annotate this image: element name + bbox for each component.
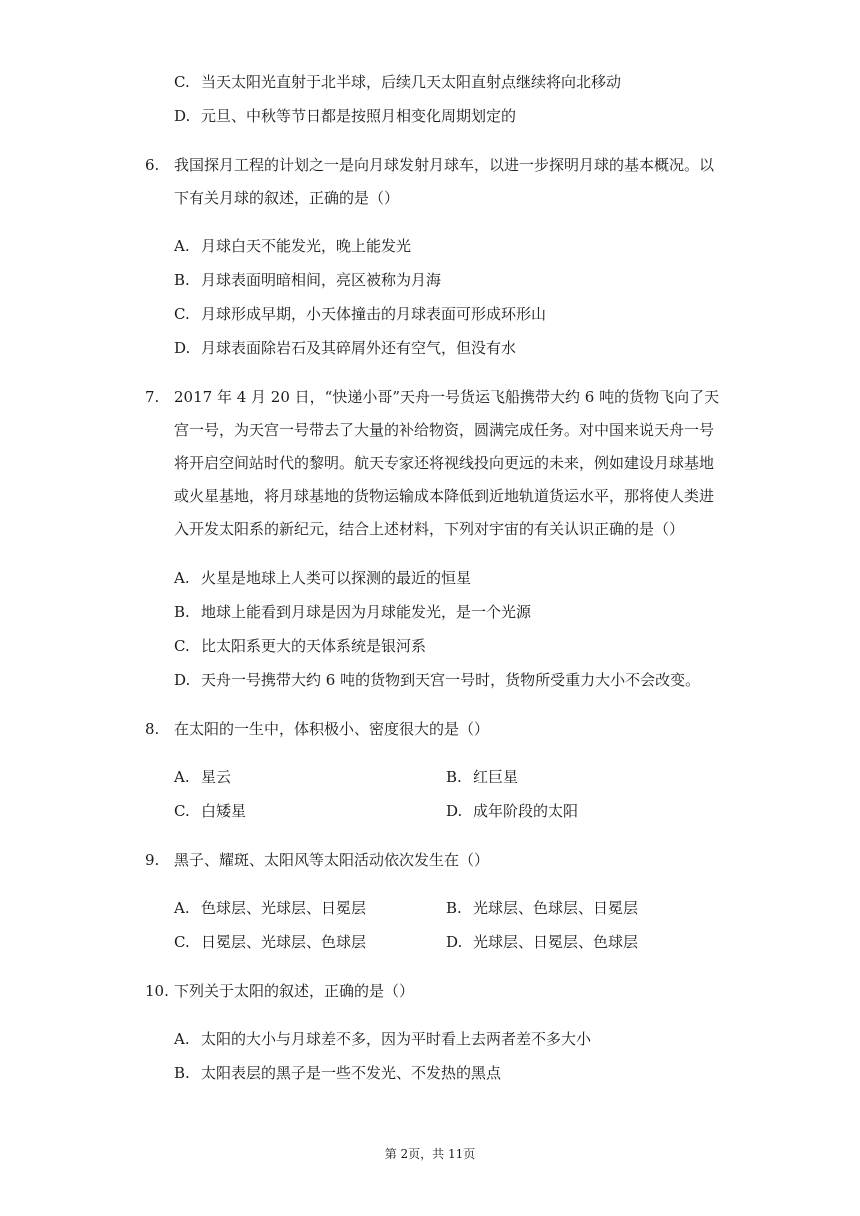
option-c	[174, 801, 246, 821]
question-number: 10.	[145, 982, 169, 1000]
option-label: A.	[174, 1030, 190, 1048]
option-label: D.	[174, 671, 191, 689]
option-c	[174, 72, 621, 92]
option-text: 天舟一号携带大约 6 吨的货物到天宫一号时，货物所受重力大小不会改变。	[201, 671, 701, 689]
option-b	[174, 602, 531, 622]
question-number: 6.	[145, 156, 160, 174]
option-label: B.	[174, 271, 190, 289]
question-number: 7.	[145, 388, 160, 406]
option-label: C.	[174, 305, 190, 323]
option-a	[174, 767, 231, 787]
option-label: C.	[174, 802, 190, 820]
option-d	[446, 801, 578, 821]
question-text: 2017 年 4 月 20 日，“快递小哥”天舟一号货运飞船携带大约 6 吨的货物飞向了天	[174, 388, 720, 406]
question-text: 入开发太阳系的新纪元，结合上述材料，下列对宇宙的有关认识正确的是（）	[174, 520, 685, 538]
option-c	[174, 932, 366, 952]
option-label: C.	[174, 637, 190, 655]
option-text: 月球白天不能发光，晚上能发光	[201, 237, 412, 255]
option-label: C.	[174, 73, 190, 91]
option-text: 月球形成早期，小天体撞击的月球表面可形成环形山	[201, 305, 547, 323]
option-label: A.	[174, 899, 190, 917]
option-label: B.	[446, 768, 462, 786]
option-text: 元旦、中秋等节日都是按照月相变化周期划定的	[201, 107, 517, 125]
option-d	[174, 338, 516, 358]
option-text: 地球上能看到月球是因为月球能发光，是一个光源	[201, 603, 532, 621]
question-text: 在太阳的一生中，体积极小、密度很大的是（）	[174, 720, 490, 738]
option-label: C.	[174, 933, 190, 951]
question-number: 9.	[145, 851, 160, 869]
option-a	[174, 1029, 591, 1049]
option-label: A.	[174, 768, 190, 786]
option-d	[174, 670, 700, 690]
option-b	[446, 898, 638, 918]
question-text: 我国探月工程的计划之一是向月球发射月球车，以进一步探明月球的基本概况。以	[174, 156, 715, 174]
option-label: D.	[446, 933, 463, 951]
option-label: A.	[174, 237, 190, 255]
question-text: 或火星基地，将月球基地的货物运输成本降低到近地轨道货运水平，那将使人类进	[174, 487, 715, 505]
option-text: 红巨星	[473, 768, 519, 786]
option-label: D.	[446, 802, 463, 820]
option-text: 光球层、色球层、日冕层	[473, 899, 639, 917]
question-text: 黑子、耀斑、太阳风等太阳活动依次发生在（）	[174, 851, 490, 869]
option-c	[174, 304, 546, 324]
option-b	[174, 270, 441, 290]
option-text: 色球层、光球层、日冕层	[201, 899, 367, 917]
option-text: 光球层、日冕层、色球层	[473, 933, 639, 951]
option-text: 比太阳系更大的天体系统是银河系	[201, 637, 427, 655]
question-text: 将开启空间站时代的黎明。航天专家还将视线投向更远的未来，例如建设月球基地	[174, 454, 715, 472]
option-c	[174, 636, 426, 656]
page-footer: 第 2页，共 11页	[384, 1147, 476, 1161]
option-a	[174, 898, 366, 918]
option-text: 太阳的大小与月球差不多，因为平时看上去两者差不多大小	[201, 1030, 592, 1048]
option-a	[174, 236, 411, 256]
option-d	[446, 932, 638, 952]
question-number: 8.	[145, 720, 160, 738]
option-text: 星云	[201, 768, 232, 786]
option-label: A.	[174, 569, 190, 587]
option-text: 月球表面除岩石及其碎屑外还有空气，但没有水	[201, 339, 517, 357]
option-text: 日冕层、光球层、色球层	[201, 933, 367, 951]
option-b	[174, 1063, 501, 1083]
option-text: 火星是地球上人类可以探测的最近的恒星	[201, 569, 472, 587]
option-label: B.	[174, 1064, 190, 1082]
option-label: B.	[174, 603, 190, 621]
option-a	[174, 568, 471, 588]
option-d	[174, 106, 516, 126]
option-label: D.	[174, 107, 191, 125]
question-text: 下列关于太阳的叙述，正确的是（）	[174, 982, 415, 1000]
option-text: 白矮星	[201, 802, 247, 820]
option-b	[446, 767, 518, 787]
option-label: B.	[446, 899, 462, 917]
option-label: D.	[174, 339, 191, 357]
option-text: 月球表面明暗相间，亮区被称为月海	[201, 271, 442, 289]
option-text: 当天太阳光直射于北半球，后续几天太阳直射点继续将向北移动	[201, 73, 622, 91]
question-text: 下有关月球的叙述，正确的是（）	[174, 189, 400, 207]
question-text: 宫一号，为天宫一号带去了大量的补给物资，圆满完成任务。对中国来说天舟一号	[174, 421, 715, 439]
option-text: 太阳表层的黑子是一些不发光、不发热的黑点	[201, 1064, 502, 1082]
option-text: 成年阶段的太阳	[473, 802, 579, 820]
